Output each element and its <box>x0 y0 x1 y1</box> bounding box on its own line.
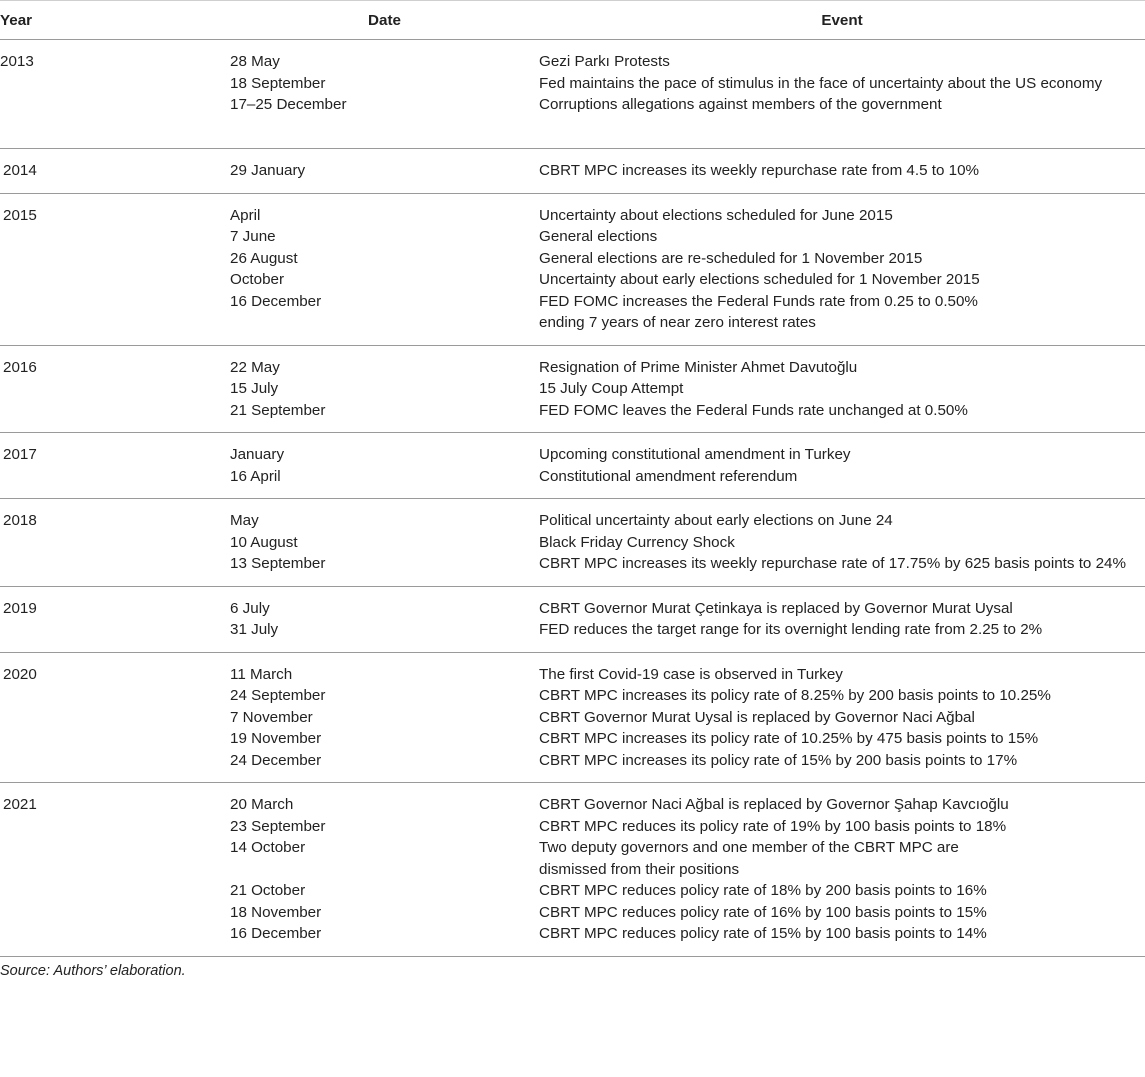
date-line: 10 August <box>230 533 298 551</box>
year-cell: 2014 <box>0 149 230 194</box>
event-line: CBRT MPC increases its weekly repurchase rate of 17.75% by 625 basis points to 24% <box>539 555 1126 572</box>
date-cell <box>230 149 539 194</box>
event-cell <box>539 586 1145 652</box>
year-cell: 2013 <box>0 40 230 149</box>
event-line: CBRT MPC reduces its policy rate of 19% by 100 basis points to 18% <box>539 817 1007 835</box>
year-cell: 2015 <box>0 193 230 345</box>
date-line: 24 September <box>230 687 326 704</box>
date-line: 7 June <box>230 228 276 245</box>
table-row <box>0 586 1145 652</box>
date-line: 11 March <box>230 665 293 683</box>
event-line: Constitutional amendment referendum <box>539 467 798 485</box>
event-line: Upcoming constitutional amendment in Turkey <box>539 446 851 463</box>
date-line: 14 October <box>230 839 306 856</box>
event-cell <box>539 40 1145 149</box>
table-row <box>0 433 1145 499</box>
date-cell <box>230 499 539 587</box>
event-line: CBRT MPC increases its policy rate of 8.25% by 200 basis points to 10.25% <box>539 687 1051 704</box>
year-cell: 2017 <box>0 433 230 499</box>
header-date: Date <box>230 1 539 40</box>
year-cell: 2021 <box>0 783 230 957</box>
date-line: 24 December <box>230 751 322 769</box>
date-line: 26 August <box>230 249 298 267</box>
date-line: 21 September <box>230 401 326 419</box>
date-line <box>230 312 539 334</box>
date-line: 18 November <box>230 903 322 921</box>
table-row <box>0 193 1145 345</box>
event-line: Political uncertainty about early elections on June 24 <box>539 512 893 529</box>
table-row <box>0 783 1145 957</box>
table-row <box>0 149 1145 194</box>
event-line: Resignation of Prime Minister Ahmet Davutoğlu <box>539 358 858 376</box>
event-cell <box>539 652 1145 783</box>
event-line: Black Friday Currency Shock <box>539 533 735 551</box>
event-line: Corruptions allegations against members of the government <box>539 96 942 113</box>
event-line: FED FOMC leaves the Federal Funds rate unchanged at 0.50% <box>539 401 968 419</box>
date-line: October <box>230 271 285 288</box>
date-line: 13 September <box>230 555 326 572</box>
header-event: Event <box>539 1 1145 40</box>
date-line: 28 May <box>230 53 280 70</box>
year-cell: 2018 <box>0 499 230 587</box>
table-body <box>0 40 1145 957</box>
date-line: April <box>230 206 261 224</box>
date-line: 21 October <box>230 882 306 899</box>
date-cell <box>230 40 539 149</box>
event-cell <box>539 783 1145 957</box>
date-line: 20 March <box>230 796 294 813</box>
date-line <box>230 859 539 881</box>
date-cell <box>230 345 539 433</box>
date-line: 7 November <box>230 708 313 726</box>
date-line: 29 January <box>230 162 306 179</box>
event-line: CBRT MPC reduces policy rate of 16% by 100 basis points to 15% <box>539 903 987 921</box>
date-line: 31 July <box>230 621 279 638</box>
event-line: CBRT Governor Naci Ağbal is replaced by Governor Şahap Kavcıoğlu <box>539 796 1009 813</box>
date-line: 22 May <box>230 358 280 376</box>
table-row <box>0 345 1145 433</box>
table-row <box>0 652 1145 783</box>
date-line: 17–25 December <box>230 96 347 113</box>
event-line: General elections <box>539 228 658 245</box>
date-line: 16 April <box>230 467 281 485</box>
event-cell <box>539 433 1145 499</box>
date-line: 19 November <box>230 730 322 747</box>
date-cell <box>230 783 539 957</box>
table-row <box>0 499 1145 587</box>
event-line: The first Covid-19 case is observed in Turkey <box>539 665 843 683</box>
event-line: Uncertainty about elections scheduled for June 2015 <box>539 206 893 224</box>
event-line: 15 July Coup Attempt <box>539 380 684 397</box>
date-line: May <box>230 512 259 529</box>
table-row <box>0 40 1145 149</box>
row-spacer <box>539 116 1145 138</box>
date-line: 16 December <box>230 925 322 942</box>
event-line: Gezi Parkı Protests <box>539 53 670 70</box>
date-cell <box>230 652 539 783</box>
event-line: Fed maintains the pace of stimulus in the face of uncertainty about the US economy <box>539 74 1103 92</box>
date-line: 23 September <box>230 817 326 835</box>
event-line: Uncertainty about early elections scheduled for 1 November 2015 <box>539 271 980 288</box>
event-line: FED reduces the target range for its overnight lending rate from 2.25 to 2% <box>539 621 1043 638</box>
event-line: CBRT Governor Murat Çetinkaya is replaced by Governor Murat Uysal <box>539 599 1013 617</box>
event-line: Two deputy governors and one member of the CBRT MPC are <box>539 839 959 856</box>
event-line: General elections are re-scheduled for 1 November 2015 <box>539 249 923 267</box>
event-line: ending 7 years of near zero interest rates <box>539 314 816 331</box>
date-cell <box>230 193 539 345</box>
event-line: CBRT MPC increases its weekly repurchase rate from 4.5 to 10% <box>539 162 980 179</box>
year-cell: 2016 <box>0 345 230 433</box>
event-line: CBRT Governor Murat Uysal is replaced by Governor Naci Ağbal <box>539 708 975 726</box>
event-cell <box>539 193 1145 345</box>
event-cell <box>539 149 1145 194</box>
event-line: FED FOMC increases the Federal Funds rate from 0.25 to 0.50% <box>539 292 978 310</box>
table-source-note: Source: Authors’ elaboration. <box>0 962 186 979</box>
date-line: 16 December <box>230 292 322 310</box>
date-line: 6 July <box>230 599 270 617</box>
date-cell <box>230 586 539 652</box>
header-year: Year <box>0 1 230 40</box>
year-cell: 2020 <box>0 652 230 783</box>
table-header <box>0 1 1145 40</box>
date-line: 18 September <box>230 74 326 92</box>
event-line: CBRT MPC reduces policy rate of 15% by 100 basis points to 14% <box>539 925 987 942</box>
date-line: January <box>230 446 285 463</box>
event-line: CBRT MPC increases its policy rate of 15% by 200 basis points to 17% <box>539 751 1018 769</box>
date-cell <box>230 433 539 499</box>
date-line: 15 July <box>230 380 279 397</box>
event-cell <box>539 345 1145 433</box>
year-cell: 2019 <box>0 586 230 652</box>
header-row <box>0 1 1145 40</box>
event-cell <box>539 499 1145 587</box>
event-line: CBRT MPC increases its policy rate of 10.25% by 475 basis points to 15% <box>539 730 1039 747</box>
event-line: CBRT MPC reduces policy rate of 18% by 200 basis points to 16% <box>539 882 987 899</box>
event-line: dismissed from their positions <box>539 860 740 878</box>
